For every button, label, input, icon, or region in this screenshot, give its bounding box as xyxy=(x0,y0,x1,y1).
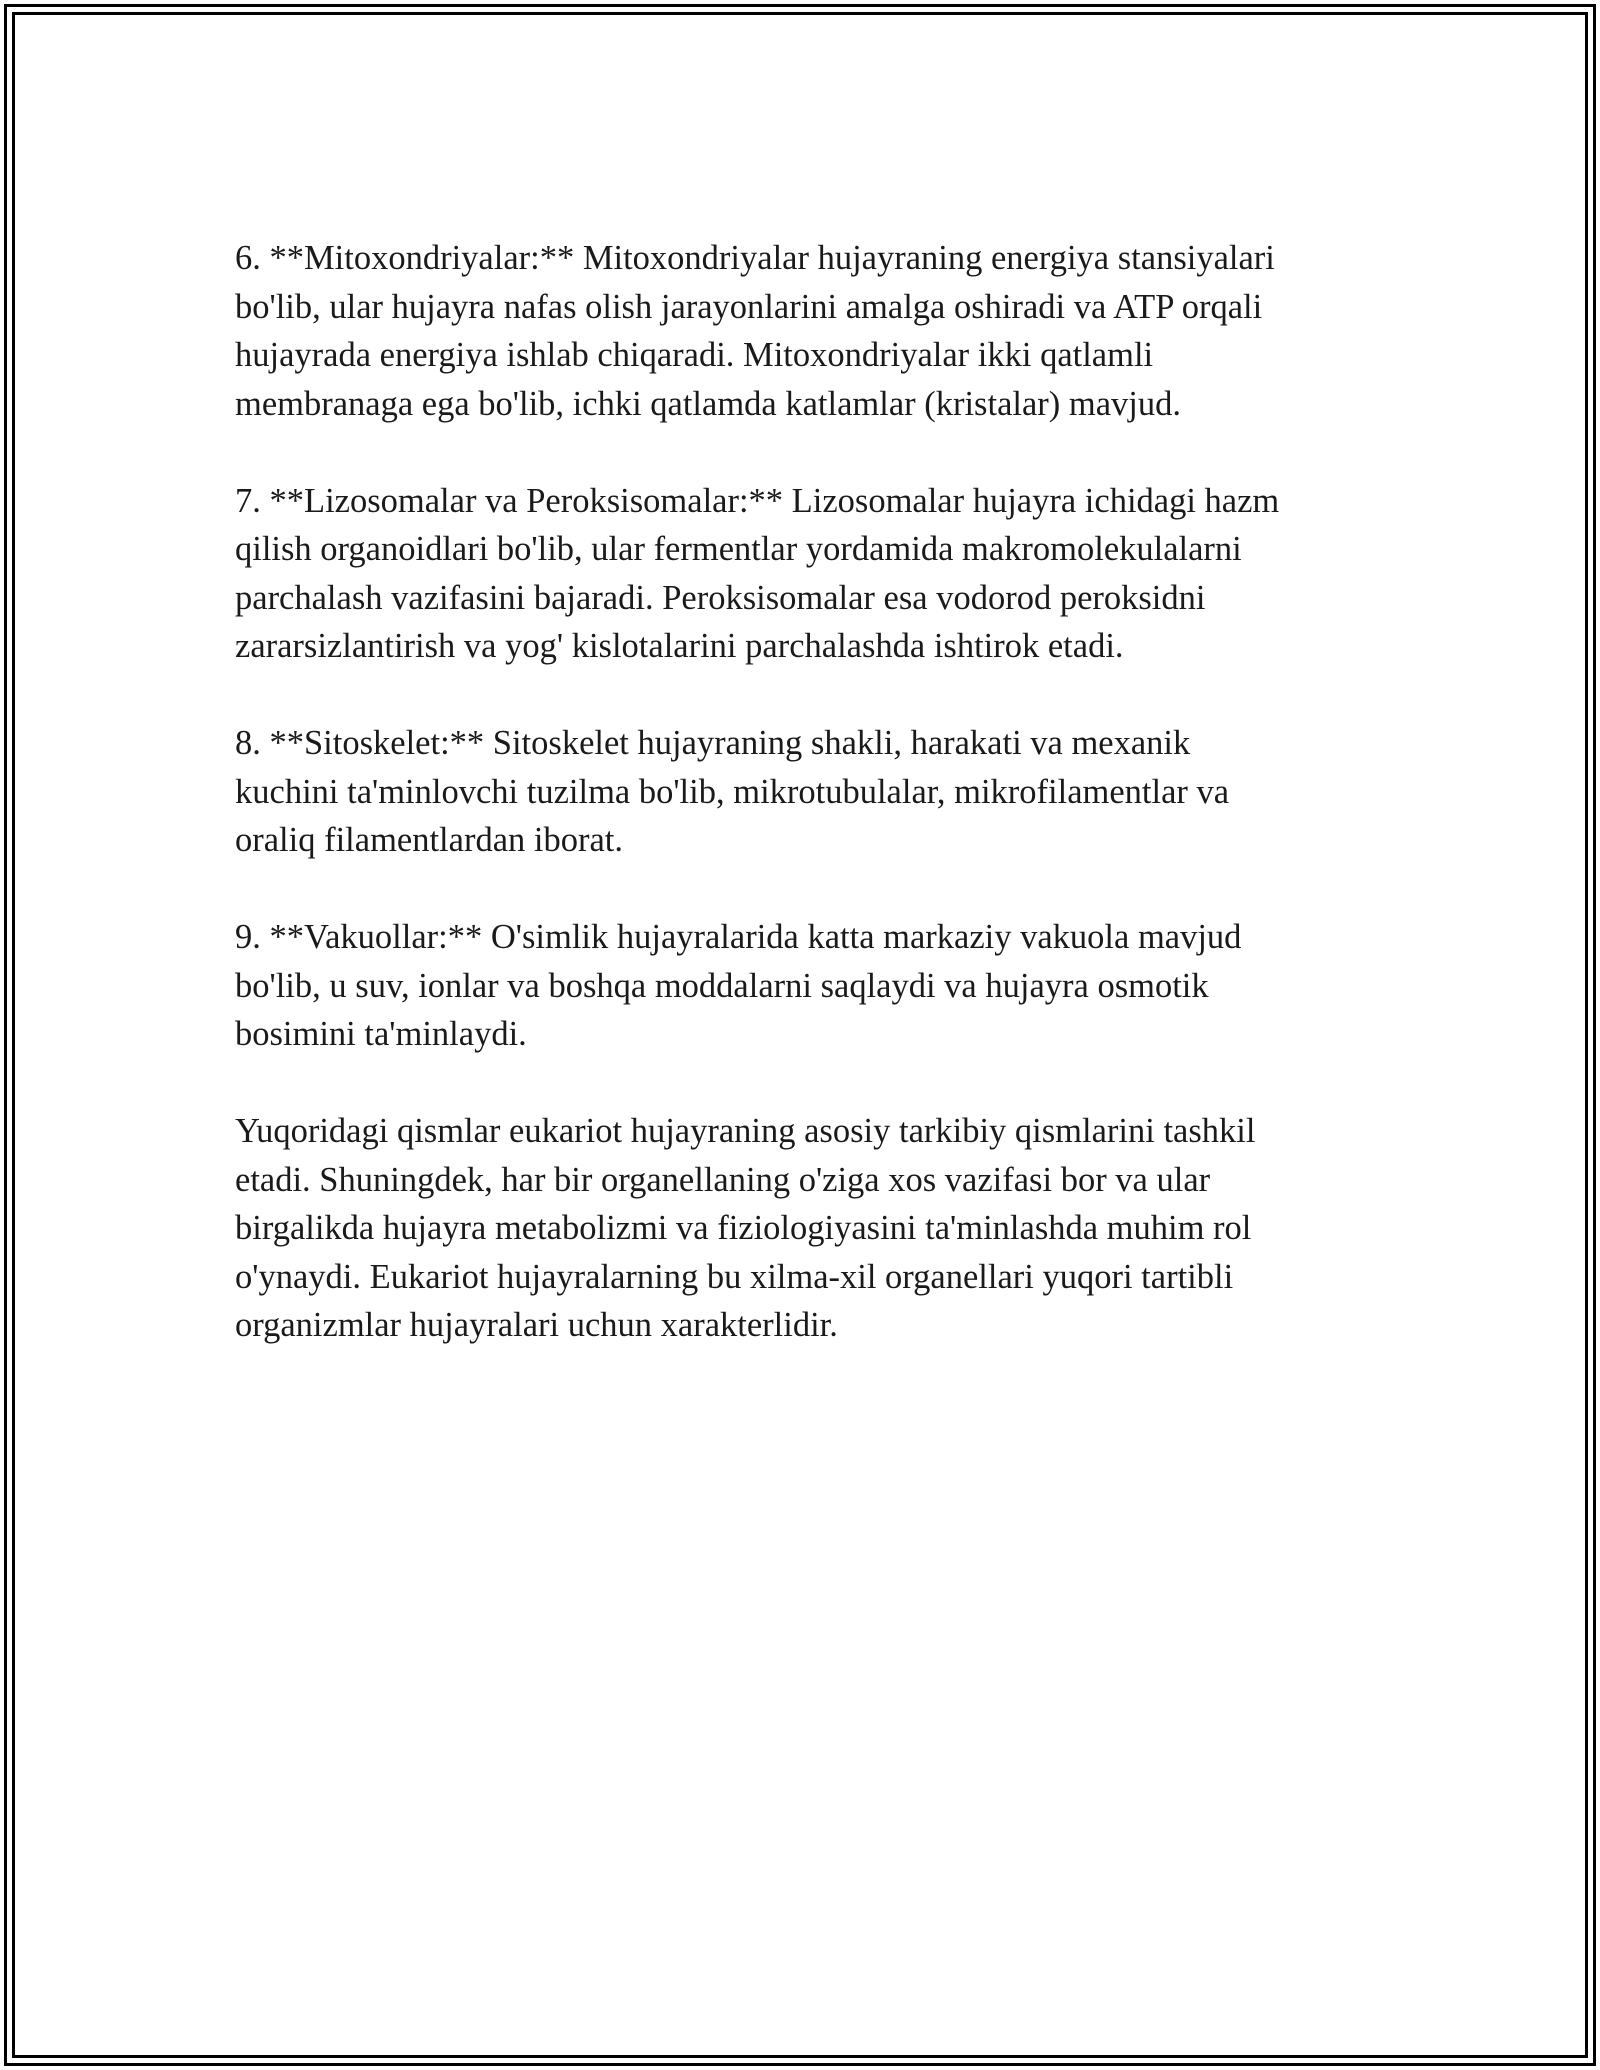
document-body xyxy=(235,234,1375,1398)
paragraph-conclusion: Yuqoridagi qismlar eukariot hujayraning asosiy tarkibiy qismlarini tashkil etadi. Shuningdek, har bir organellaning o'ziga xos vazifasi bor va ular birgalikda hujayra metabolizmi va fiziologiyasini ta'minlashda muhim rol o'ynaydi. Eukariot hujayralarning bu xilma-xil organellari yuqori tartibli organizmlar hujayralari uchun xarakterlidir. xyxy=(235,1112,1256,1344)
paragraph-cytoskeleton: 8. **Sitoskelet:** Sitoskelet hujayraning shakli, harakati va mexanik kuchini ta'minlovchi tuzilma bo'lib, mikrotubulalar, mikrofilamentlar va oraliq filamentlardan iborat. xyxy=(235,724,1230,859)
paragraph-vacuoles: 9. **Vakuollar:** O'simlik hujayralarida katta markaziy vakuola mavjud bo'lib, u suv, ionlar va boshqa moddalarni saqlaydi va hujayra osmotik bosimini ta'minlaydi. xyxy=(235,918,1242,1053)
paragraph-mitochondria: 6. **Mitoxondriyalar:** Mitoxondriyalar hujayraning energiya stansiyalari bo'lib, ular hujayra nafas olish jarayonlarini amalga oshiradi va ATP orqali hujayrada energiya ishlab chiqaradi. Mitoxondriyalar ikki qatlamli membranaga ega bo'lib, ichki qatlamda katlamlar (kristalar) mavjud. xyxy=(235,239,1275,423)
paragraph-lysosomes-peroxisomes: 7. **Lizosomalar va Peroksisomalar:** Lizosomalar hujayra ichidagi hazm qilish organoidlari bo'lib, ular fermentlar yordamida makromolekulalarni parchalash vazifasini bajaradi. Peroksisomalar esa vodorod peroksidni zararsizlantirish va yog' kislotalarini parchalashda ishtirok etadi. xyxy=(235,481,1280,665)
